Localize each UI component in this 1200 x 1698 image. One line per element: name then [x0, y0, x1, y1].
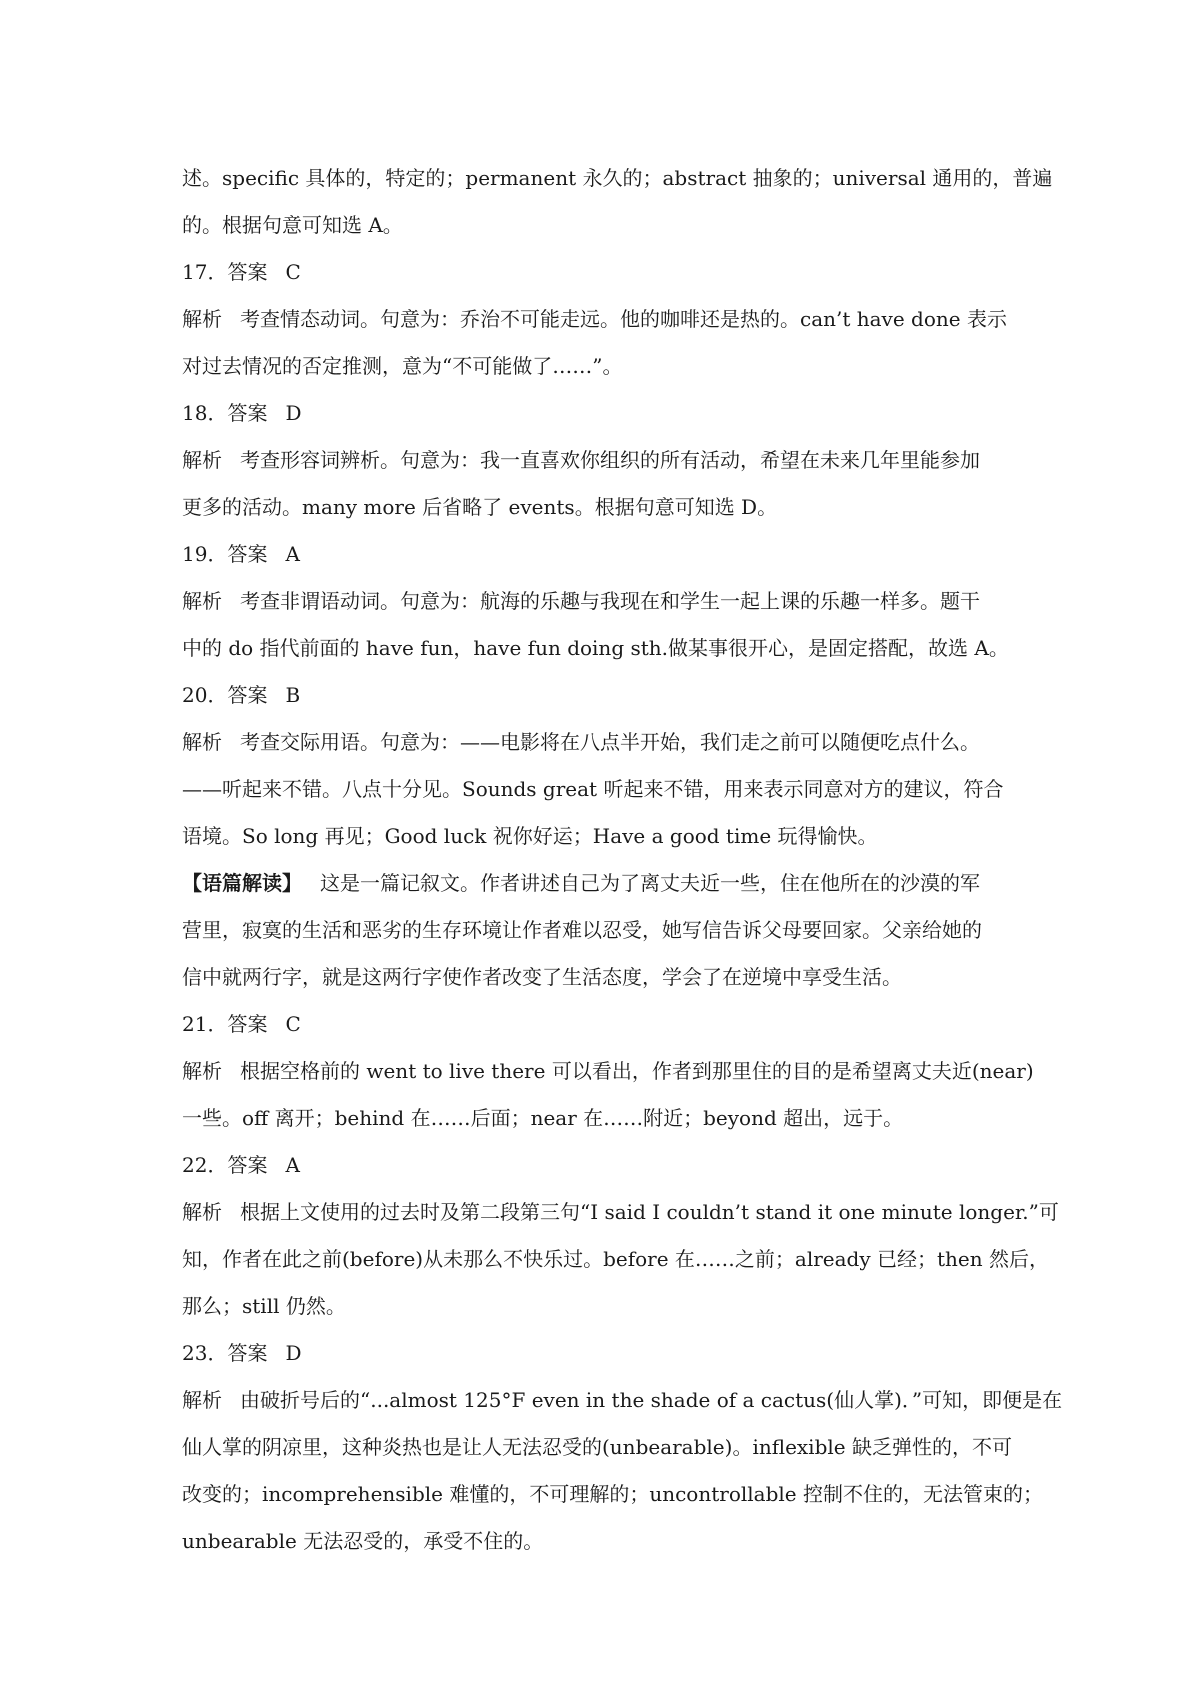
line-text: unbearable 无法忍受的，承受不住的。 [182, 1529, 544, 1553]
text-line [182, 484, 1027, 531]
answer-number: 19．答案 [182, 542, 268, 566]
line-text: 对过去情况的否定推测，意为“不可能做了……”。 [182, 354, 623, 378]
answer-value: A [285, 1153, 300, 1177]
answer-value: D [285, 401, 302, 425]
answer-line [182, 1001, 1027, 1048]
line-text: 述。specific 具体的，特定的；permanent 永久的；abstract 抽象的；universal 通用的，普遍 [182, 166, 1053, 190]
line-text: 语境。So long 再见；Good luck 祝你好运；Have a good time 玩得愉快。 [182, 824, 878, 848]
answer-number: 21．答案 [182, 1012, 268, 1036]
analysis-line [182, 1189, 1059, 1236]
text-line [182, 1236, 1050, 1283]
text-line [182, 1283, 1027, 1330]
analysis-label: 解析 [182, 1200, 222, 1224]
analysis-line [182, 719, 1027, 766]
line-text: 知，作者在此之前(before)从未那么不快乐过。before 在……之前；already 已经；then 然后， [182, 1247, 1050, 1271]
analysis-label: 解析 [182, 1059, 222, 1083]
answer-value: D [285, 1341, 302, 1365]
line-text: ——听起来不错。八点十分见。Sounds great 听起来不错，用来表示同意对方的建议，符合 [182, 777, 1004, 801]
answer-number: 22．答案 [182, 1153, 268, 1177]
analysis-label: 解析 [182, 1388, 222, 1412]
answer-line [182, 1330, 1027, 1377]
analysis-line [182, 437, 1027, 484]
text-line [182, 813, 1027, 860]
answer-line [182, 249, 1027, 296]
text-line [182, 155, 1053, 202]
analysis-label: 解析 [182, 589, 222, 613]
line-text: 营里，寂寞的生活和恶劣的生存环境让作者难以忍受，她写信告诉父母要回家。父亲给她的 [182, 918, 982, 942]
analysis-text: 根据上文使用的过去时及第二段第三句“I said I couldn’t stand it one minute longer.”可 [240, 1200, 1059, 1224]
section-label: 【语篇解读】 [182, 871, 302, 895]
document-page [182, 155, 1063, 1565]
analysis-text: 考查情态动词。句意为：乔治不可能走远。他的咖啡还是热的。can’t have done 表示 [240, 307, 1007, 331]
answer-line [182, 672, 1027, 719]
section-text: 这是一篇记叙文。作者讲述自己为了离丈夫近一些，住在他所在的沙漠的军 [320, 871, 980, 895]
analysis-text: 考查非谓语动词。句意为：航海的乐趣与我现在和学生一起上课的乐趣一样多。题干 [240, 589, 980, 613]
answer-value: C [285, 260, 301, 284]
line-text: 更多的活动。many more 后省略了 events。根据句意可知选 D。 [182, 495, 778, 519]
text-line [182, 907, 1027, 954]
answer-value: A [285, 542, 300, 566]
text-line [182, 1518, 1027, 1565]
analysis-line [182, 1048, 1034, 1095]
analysis-label: 解析 [182, 730, 222, 754]
answer-line [182, 1142, 1027, 1189]
answer-number: 17．答案 [182, 260, 268, 284]
analysis-text: 考查形容词辨析。句意为：我一直喜欢你组织的所有活动，希望在未来几年里能参加 [240, 448, 980, 472]
answer-value: B [285, 683, 301, 707]
analysis-text: 根据空格前的 went to live there 可以看出，作者到那里住的目的是希望离丈夫近(near) [240, 1059, 1034, 1083]
line-text: 中的 do 指代前面的 have fun，have fun doing sth.做某事很开心，是固定搭配，故选 A。 [182, 636, 1009, 660]
analysis-label: 解析 [182, 448, 222, 472]
analysis-text: 考查交际用语。句意为：——电影将在八点半开始，我们走之前可以随便吃点什么。 [240, 730, 980, 754]
answer-number: 18．答案 [182, 401, 268, 425]
text-line [182, 625, 1027, 672]
answer-line [182, 531, 1027, 578]
text-line [182, 1471, 1043, 1518]
analysis-line [182, 578, 1027, 625]
line-text: 改变的；incomprehensible 难懂的，不可理解的；uncontrollable 控制不住的，无法管束的； [182, 1482, 1043, 1506]
analysis-line [182, 296, 1027, 343]
text-line [182, 1095, 1027, 1142]
line-text: 信中就两行字，就是这两行字使作者改变了生活态度，学会了在逆境中享受生活。 [182, 965, 902, 989]
answer-number: 23．答案 [182, 1341, 268, 1365]
answer-number: 20．答案 [182, 683, 268, 707]
line-text: 一些。off 离开；behind 在……后面；near 在……附近；beyond 超出，远于。 [182, 1106, 904, 1130]
text-line [182, 343, 1027, 390]
line-text: 的。根据句意可知选 A。 [182, 213, 403, 237]
line-text: 仙人掌的阴凉里，这种炎热也是让人无法忍受的(unbearable)。inflexible 缺乏弹性的，不可 [182, 1435, 1012, 1459]
line-text: 那么；still 仍然。 [182, 1294, 346, 1318]
text-line [182, 766, 1027, 813]
answer-line [182, 390, 1027, 437]
text-line [182, 202, 1027, 249]
text-line [182, 1424, 1027, 1471]
passage-interpretation-line [182, 860, 1027, 907]
analysis-label: 解析 [182, 307, 222, 331]
analysis-text: 由破折号后的“...almost 125°F even in the shade of a cactus(仙人掌)．”可知，即便是在 [240, 1388, 1063, 1412]
text-line [182, 954, 1027, 1001]
answer-value: C [285, 1012, 301, 1036]
analysis-line [182, 1377, 1063, 1424]
